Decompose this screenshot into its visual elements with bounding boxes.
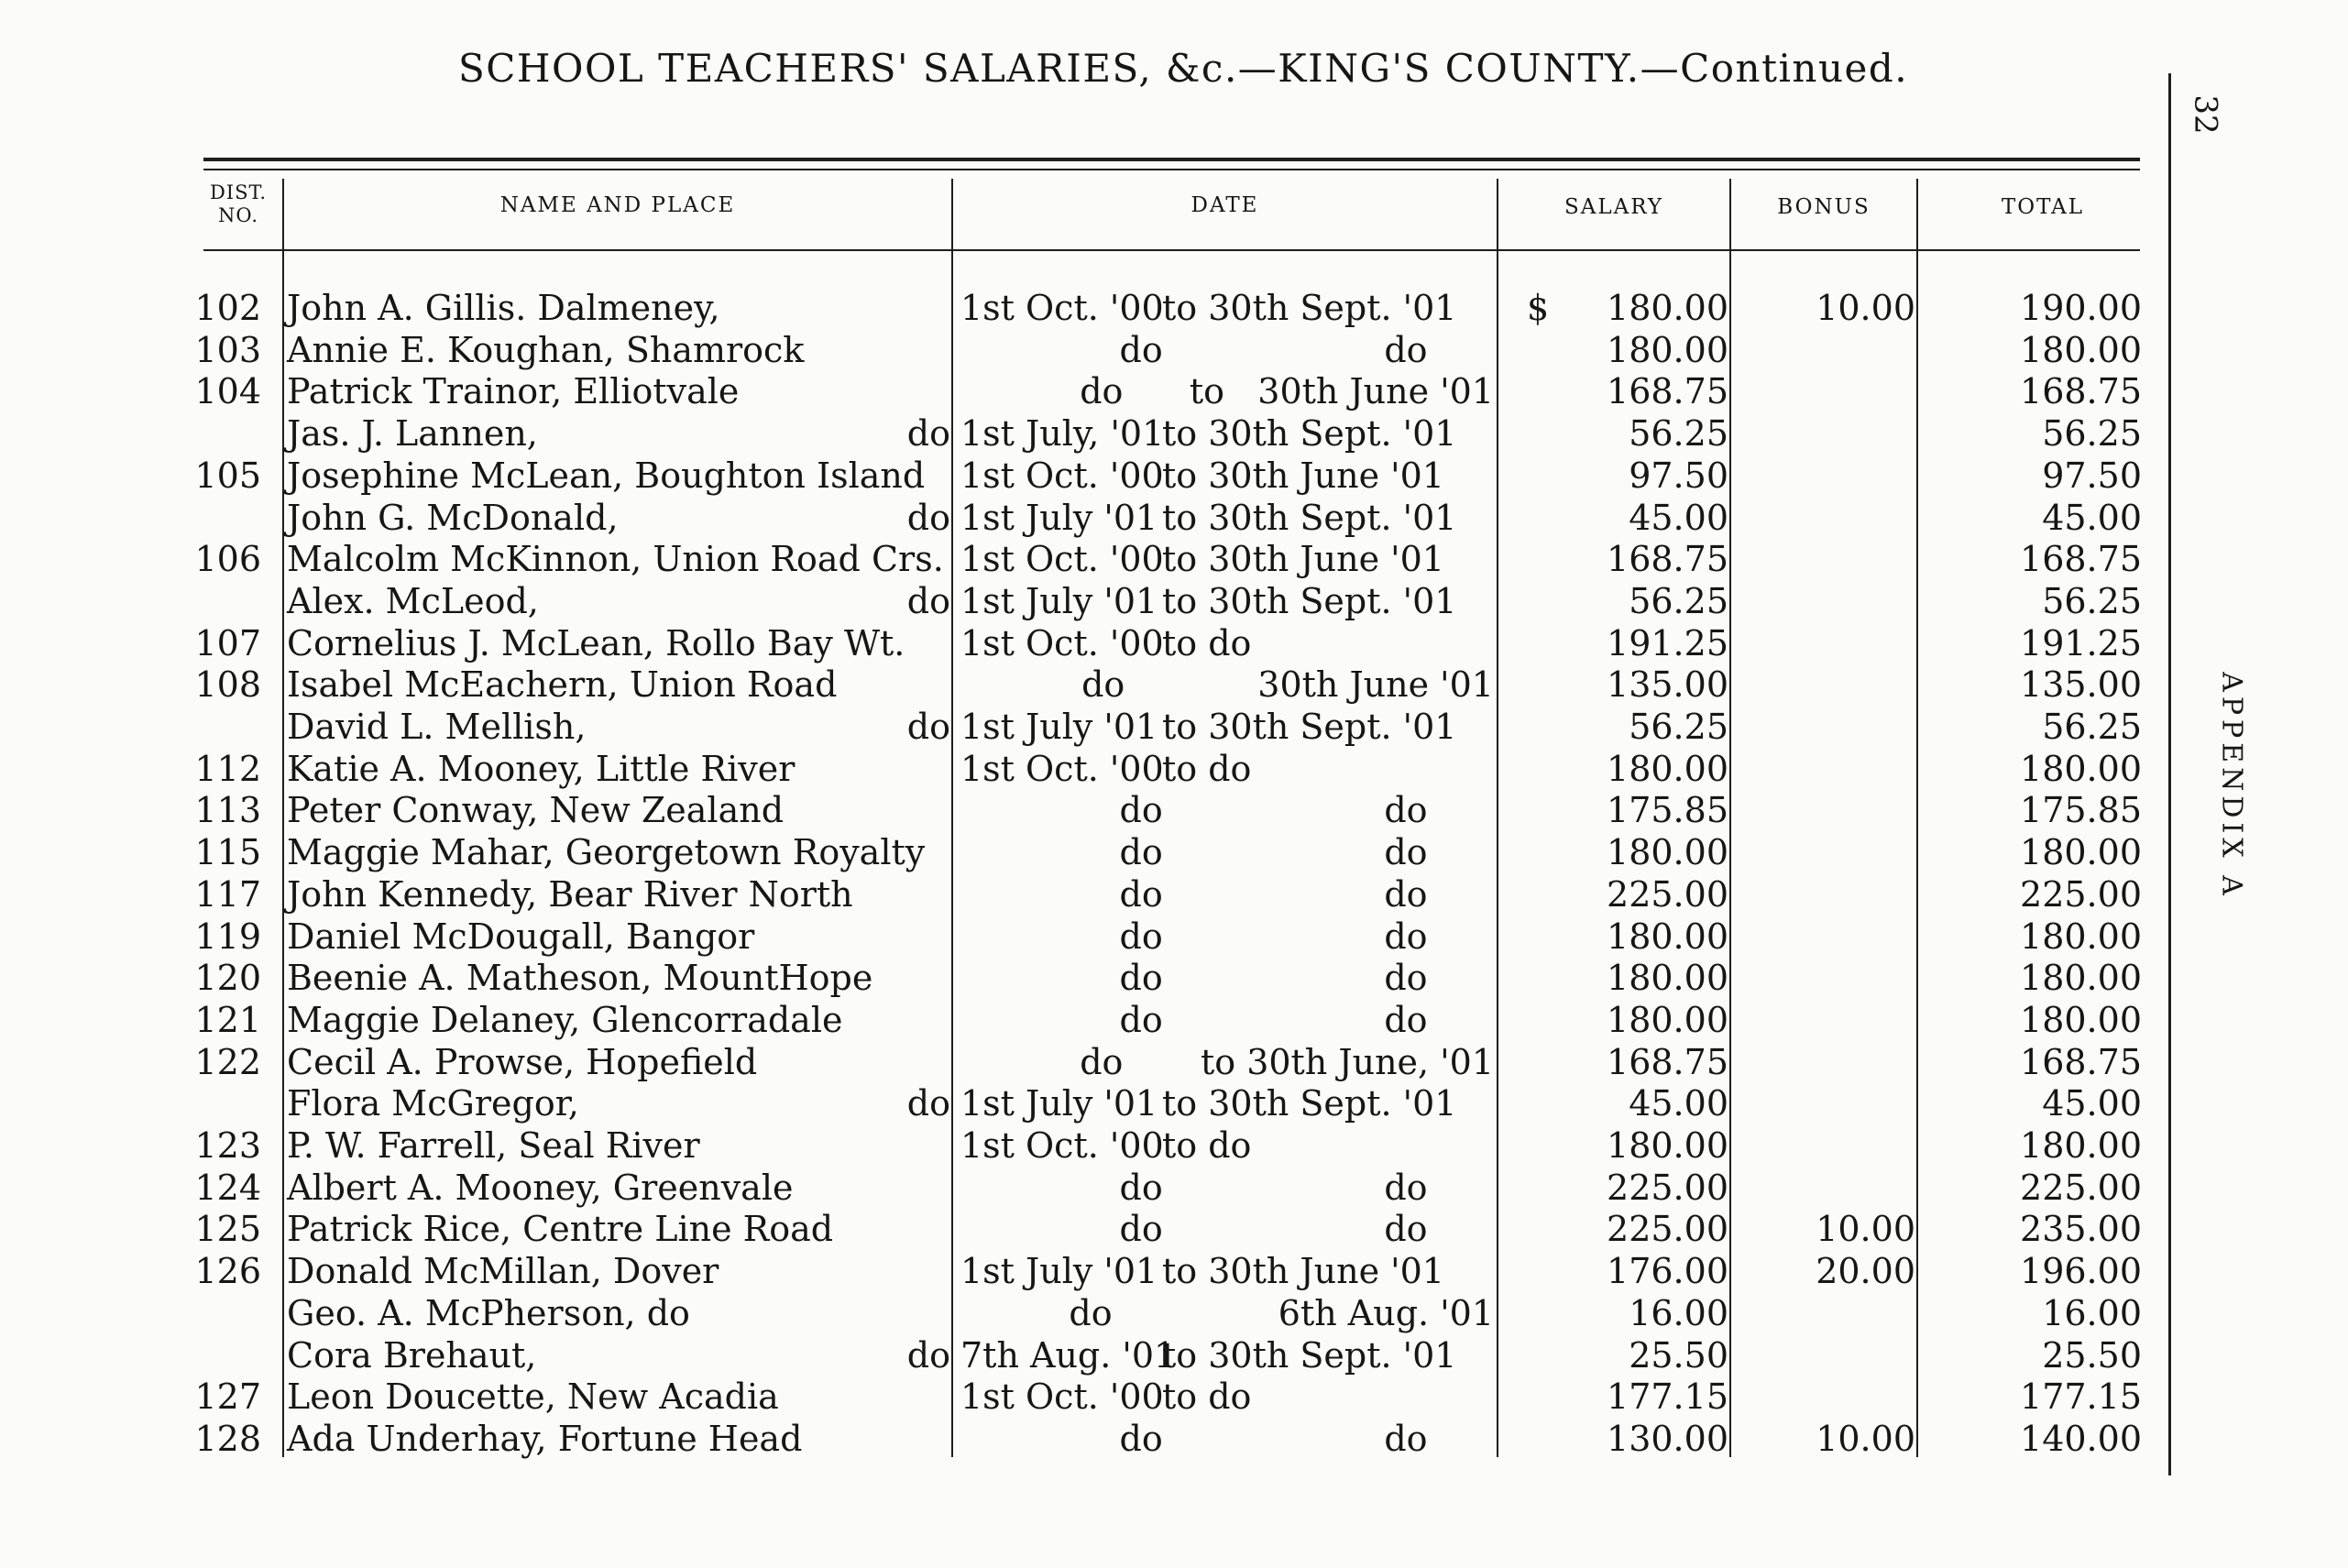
total-cell: 180.00	[2020, 1125, 2142, 1166]
date-to: to 30th June '01	[1162, 455, 1444, 496]
dist-no-cell: 119	[194, 916, 261, 957]
total-cell: 196.00	[2020, 1251, 2142, 1292]
table-row	[0, 1418, 2348, 1460]
total-cell: 175.85	[2020, 790, 2142, 831]
table-row	[0, 538, 2348, 580]
name-cell: Alex. McLeod,	[287, 580, 539, 621]
table-row	[0, 1167, 2348, 1209]
salary-cell: 56.25	[1629, 580, 1728, 621]
name-cell: John Kennedy, Bear River North	[287, 873, 853, 915]
total-cell: 168.75	[2020, 539, 2142, 580]
name-cell: Isabel McEachern, Union Road	[287, 664, 838, 706]
table-row	[0, 412, 2348, 455]
name-cell: Katie A. Mooney, Little River	[287, 748, 795, 789]
page-title: SCHOOL TEACHERS' SALARIES, &c.—KING'S COUNTY.—Continued.	[458, 46, 1909, 91]
total-cell: 135.00	[2020, 664, 2142, 706]
name-cell: Ada Underhay, Fortune Head	[287, 1418, 803, 1459]
name-cell: Albert A. Mooney, Greenvale	[287, 1167, 794, 1208]
dist-no-cell: 115	[194, 832, 261, 873]
date-to: to 30th Sept. '01	[1162, 497, 1457, 538]
table-row	[0, 1082, 2348, 1124]
table-row	[0, 916, 2348, 958]
total-cell: 225.00	[2020, 873, 2142, 915]
table-row	[0, 1376, 2348, 1418]
dist-no-cell: 128	[194, 1418, 261, 1459]
total-cell: 56.25	[2042, 580, 2142, 621]
dist-no-cell: 113	[194, 790, 261, 831]
salary-cell: 168.75	[1607, 371, 1728, 412]
dist-no-cell: 105	[194, 455, 261, 496]
name-cell: Beenie A. Matheson, MountHope	[287, 958, 873, 999]
total-cell: 225.00	[2020, 1167, 2142, 1208]
table-row	[0, 957, 2348, 999]
name-cell: Malcolm McKinnon, Union Road Crs.	[287, 539, 944, 580]
name-cell: Peter Conway, New Zealand	[287, 790, 784, 831]
dist-no-cell: 108	[194, 664, 261, 706]
total-cell: 56.25	[2042, 413, 2142, 455]
date-to: to 30th Sept. '01	[1162, 1334, 1457, 1376]
salary-cell: 180.00	[1607, 832, 1728, 873]
date-to: to do	[1162, 1376, 1252, 1418]
name-cell: Leon Doucette, New Acadia	[287, 1376, 779, 1418]
date-ditto: do do	[1119, 1418, 1494, 1459]
place-cell: do	[906, 497, 950, 538]
place-cell: do	[906, 580, 950, 621]
bonus-cell: 10.00	[1816, 1418, 1915, 1459]
date-from: 7th Aug. '01	[960, 1334, 1177, 1376]
salary-cell: 16.00	[1629, 1292, 1728, 1333]
top-double-rule-1	[203, 158, 2140, 161]
total-cell: 45.00	[2042, 1083, 2142, 1124]
total-cell: 140.00	[2020, 1418, 2142, 1459]
table-row	[0, 789, 2348, 831]
table-row	[0, 455, 2348, 497]
table-row	[0, 663, 2348, 706]
name-cell: John G. McDonald,	[287, 497, 619, 538]
salary-cell: 176.00	[1607, 1251, 1728, 1292]
header-dist-line1: DIST.	[209, 181, 268, 203]
date-from: 1st Oct. '00	[960, 748, 1164, 789]
total-cell: 168.75	[2020, 371, 2142, 412]
date-from: 1st Oct. '00	[960, 622, 1164, 663]
salary-cell: 191.25	[1607, 622, 1728, 663]
date-from: 1st Oct. '00	[960, 1376, 1164, 1418]
table-row	[0, 580, 2348, 622]
date-ditto: do do	[1119, 790, 1494, 831]
date-ditto: do do	[1119, 1209, 1494, 1250]
name-cell: Cecil A. Prowse, Hopefield	[287, 1041, 758, 1082]
date-from: 1st July '01	[960, 707, 1158, 747]
salary-cell: 56.25	[1629, 707, 1728, 747]
table-row	[0, 706, 2348, 748]
total-cell: 190.00	[2020, 288, 2142, 328]
date-to: to 30th Sept. '01	[1162, 413, 1457, 455]
date-ditto: do 6th Aug. '01	[1069, 1292, 1494, 1333]
date-ditto: do do	[1119, 916, 1494, 957]
salary-cell: 180.00	[1607, 288, 1728, 328]
salary-cell: 225.00	[1607, 873, 1728, 915]
table-row	[0, 1250, 2348, 1292]
name-cell: Geo. A. McPherson, do	[287, 1292, 690, 1333]
total-cell: 180.00	[2020, 958, 2142, 999]
date-from: 1st July '01	[960, 1251, 1158, 1292]
date-from: 1st Oct. '00	[960, 1125, 1164, 1166]
total-cell: 16.00	[2042, 1292, 2142, 1333]
name-cell: Jas. J. Lannen,	[287, 413, 538, 455]
name-cell: Donald McMillan, Dover	[287, 1251, 719, 1292]
total-cell: 25.50	[2042, 1334, 2142, 1376]
date-from: 1st Oct. '00	[960, 539, 1164, 580]
bonus-cell: 20.00	[1816, 1251, 1915, 1292]
table-row	[0, 831, 2348, 873]
date-ditto: do do	[1119, 999, 1494, 1040]
dist-no-cell: 103	[194, 329, 261, 370]
dist-no-cell: 124	[194, 1167, 261, 1208]
place-cell: do	[906, 1083, 950, 1124]
salary-cell: 168.75	[1607, 539, 1728, 580]
dist-no-cell: 123	[194, 1125, 261, 1166]
date-to: to 30th June '01	[1162, 1251, 1444, 1292]
salary-cell: 180.00	[1607, 999, 1728, 1040]
dist-no-cell: 117	[194, 873, 261, 915]
name-cell: Maggie Mahar, Georgetown Royalty	[287, 832, 926, 873]
name-cell: Patrick Trainor, Elliotvale	[287, 371, 740, 412]
table-row	[0, 999, 2348, 1041]
header-bonus: BONUS	[1777, 195, 1871, 219]
salary-cell: 56.25	[1629, 413, 1728, 455]
dist-no-cell: 125	[194, 1209, 261, 1250]
name-cell: Cornelius J. McLean, Rollo Bay Wt.	[287, 622, 905, 663]
date-to: to 30th Sept. '01	[1162, 288, 1457, 328]
place-cell: do	[906, 707, 950, 747]
table-row	[0, 1041, 2348, 1083]
date-ditto: do do	[1119, 832, 1494, 873]
date-to: to do	[1162, 1125, 1252, 1166]
total-cell: 180.00	[2020, 748, 2142, 789]
total-cell: 168.75	[2020, 1041, 2142, 1082]
salary-cell: 180.00	[1607, 329, 1728, 370]
total-cell: 235.00	[2020, 1209, 2142, 1250]
date-from: 1st July '01	[960, 580, 1158, 621]
header-total: TOTAL	[2001, 195, 2085, 219]
date-ditto: do 30th June '01	[1081, 664, 1494, 706]
date-ditto: do do	[1119, 1167, 1494, 1208]
salary-cell: 225.00	[1607, 1167, 1728, 1208]
place-cell: do	[906, 1334, 950, 1376]
total-cell: 180.00	[2020, 999, 2142, 1040]
salary-cell: 45.00	[1629, 1083, 1728, 1124]
dist-no-cell: 104	[194, 371, 261, 412]
table-row	[0, 873, 2348, 916]
dist-no-cell: 127	[194, 1376, 261, 1418]
salary-cell: 135.00	[1607, 664, 1728, 706]
date-from: 1st July '01	[960, 497, 1158, 538]
date-to: to do	[1162, 748, 1252, 789]
salary-cell: 177.15	[1607, 1376, 1728, 1418]
salary-cell: 180.00	[1607, 1125, 1728, 1166]
name-cell: Patrick Rice, Centre Line Road	[287, 1209, 834, 1250]
table-row	[0, 497, 2348, 539]
date-from: 1st Oct. '00	[960, 288, 1164, 328]
date-from: 1st July '01	[960, 1083, 1158, 1124]
salary-cell: 45.00	[1629, 497, 1728, 538]
total-cell: 180.00	[2020, 832, 2142, 873]
name-cell: P. W. Farrell, Seal River	[287, 1125, 700, 1166]
date-ditto: do do	[1119, 958, 1494, 999]
header-salary: SALARY	[1564, 195, 1664, 219]
salary-cell: 180.00	[1607, 748, 1728, 789]
date-to: to 30th Sept. '01	[1162, 1083, 1457, 1124]
table-row	[0, 622, 2348, 664]
date-ditto: do to 30th June '01	[1080, 371, 1494, 412]
bonus-cell: 10.00	[1816, 288, 1915, 328]
header-dist-no	[188, 181, 289, 227]
page-number: 32	[2187, 94, 2224, 135]
total-cell: 180.00	[2020, 329, 2142, 370]
name-cell: Cora Brehaut,	[287, 1334, 537, 1376]
salary-cell: 97.50	[1629, 455, 1728, 496]
dollar-sign: $	[1527, 288, 1550, 328]
table-row	[0, 329, 2348, 371]
dist-no-cell: 106	[194, 539, 261, 580]
date-from: 1st Oct. '00	[960, 455, 1164, 496]
header-date: DATE	[1190, 193, 1259, 217]
salary-cell: 175.85	[1607, 790, 1728, 831]
place-cell: do	[906, 413, 950, 455]
date-ditto: do to 30th June, '01	[1080, 1041, 1494, 1082]
salary-cell: 168.75	[1607, 1041, 1728, 1082]
total-cell: 191.25	[2020, 622, 2142, 663]
salary-cell: 180.00	[1607, 958, 1728, 999]
table-row	[0, 748, 2348, 790]
name-cell: Josephine McLean, Boughton Island	[287, 455, 926, 496]
total-cell: 97.50	[2042, 455, 2142, 496]
date-ditto: do do	[1119, 873, 1494, 915]
header-bottom-rule	[203, 249, 2140, 251]
name-cell: Annie E. Koughan, Shamrock	[287, 329, 805, 370]
name-cell: Daniel McDougall, Bangor	[287, 916, 755, 957]
date-from: 1st July, '01	[960, 413, 1165, 455]
date-to: to do	[1162, 622, 1252, 663]
table-row	[0, 1124, 2348, 1167]
header-dist-line2: NO.	[217, 204, 259, 226]
date-to: to 30th Sept. '01	[1162, 580, 1457, 621]
header-name-place: NAME AND PLACE	[499, 193, 736, 217]
dist-no-cell: 121	[194, 999, 261, 1040]
salary-cell: 25.50	[1629, 1334, 1728, 1376]
dist-no-cell: 107	[194, 622, 261, 663]
date-ditto: do do	[1119, 329, 1494, 370]
salary-cell: 225.00	[1607, 1209, 1728, 1250]
name-cell: John A. Gillis. Dalmeney,	[287, 288, 720, 328]
date-to: to 30th June '01	[1162, 539, 1444, 580]
dist-no-cell: 112	[194, 748, 261, 789]
total-cell: 180.00	[2020, 916, 2142, 957]
salary-cell: 180.00	[1607, 916, 1728, 957]
dist-no-cell: 120	[194, 958, 261, 999]
salary-cell: 130.00	[1607, 1418, 1728, 1459]
total-cell: 177.15	[2020, 1376, 2142, 1418]
name-cell: Maggie Delaney, Glencorradale	[287, 999, 843, 1040]
table-row	[0, 370, 2348, 412]
total-cell: 45.00	[2042, 497, 2142, 538]
appendix-label: APPENDIX A	[2215, 672, 2248, 900]
table-row	[0, 1334, 2348, 1376]
name-cell: David L. Mellish,	[287, 707, 587, 747]
dist-no-cell: 102	[194, 288, 261, 328]
total-cell: 56.25	[2042, 707, 2142, 747]
name-cell: Flora McGregor,	[287, 1083, 579, 1124]
bonus-cell: 10.00	[1816, 1209, 1915, 1250]
table-row	[0, 1292, 2348, 1334]
table-row	[0, 1208, 2348, 1250]
table-row	[0, 287, 2348, 329]
top-double-rule-2	[203, 169, 2140, 170]
dist-no-cell: 126	[194, 1251, 261, 1292]
dist-no-cell: 122	[194, 1041, 261, 1082]
date-to: to 30th Sept. '01	[1162, 707, 1457, 747]
